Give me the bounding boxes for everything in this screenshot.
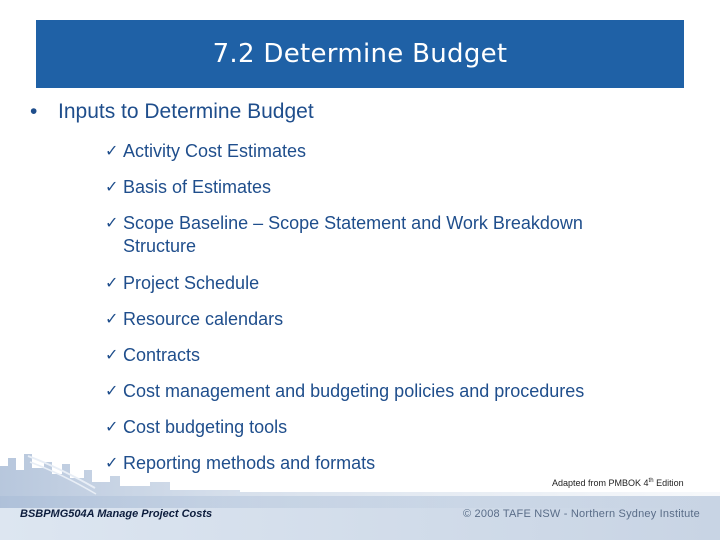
list-item-text: Resource calendars bbox=[123, 309, 284, 329]
copyright-notice: © 2008 TAFE NSW - Northern Sydney Institute bbox=[463, 508, 701, 520]
source-note-prefix: Adapted from PMBOK 4 bbox=[552, 478, 649, 488]
main-bullet bbox=[30, 100, 314, 124]
checkmark-icon: ✓ bbox=[105, 177, 119, 196]
checkmark-icon: ✓ bbox=[105, 141, 119, 160]
list-item bbox=[105, 416, 287, 439]
checkmark-icon: ✓ bbox=[105, 345, 119, 364]
checkmark-icon: ✓ bbox=[105, 213, 119, 232]
course-code: BSBPMG504A Manage Project Costs bbox=[20, 508, 213, 520]
list-item-text: Reporting methods and formats bbox=[123, 453, 376, 473]
slide-title-bar bbox=[36, 20, 684, 88]
list-item-text: Basis of Estimates bbox=[123, 177, 272, 197]
source-note-suffix: Edition bbox=[653, 478, 684, 488]
checkmark-icon: ✓ bbox=[105, 381, 119, 400]
list-item bbox=[105, 212, 645, 258]
list-item bbox=[105, 308, 283, 331]
list-item bbox=[105, 176, 271, 199]
checkmark-icon: ✓ bbox=[105, 417, 119, 436]
list-item bbox=[105, 344, 200, 367]
list-item-text: Scope Baseline – Scope Statement and Work Breakdown Structure bbox=[123, 213, 583, 256]
main-bullet-text: Inputs to Determine Budget bbox=[58, 100, 314, 123]
slide-title: 7.2 Determine Budget bbox=[212, 39, 508, 69]
checkmark-icon: ✓ bbox=[105, 453, 119, 472]
bullet-marker: • bbox=[30, 100, 38, 123]
list-item-text: Cost management and budgeting policies and procedures bbox=[123, 381, 585, 401]
checkmark-icon: ✓ bbox=[105, 309, 119, 328]
list-item bbox=[105, 380, 584, 403]
source-note-sup: th bbox=[648, 478, 654, 484]
list-item bbox=[105, 140, 306, 163]
source-note bbox=[552, 478, 684, 488]
checkmark-icon: ✓ bbox=[105, 273, 119, 292]
list-item-text: Project Schedule bbox=[123, 273, 260, 293]
list-item-text: Activity Cost Estimates bbox=[123, 141, 307, 161]
list-item bbox=[105, 272, 259, 295]
list-item-text: Cost budgeting tools bbox=[123, 417, 288, 437]
list-item-text: Contracts bbox=[123, 345, 201, 365]
